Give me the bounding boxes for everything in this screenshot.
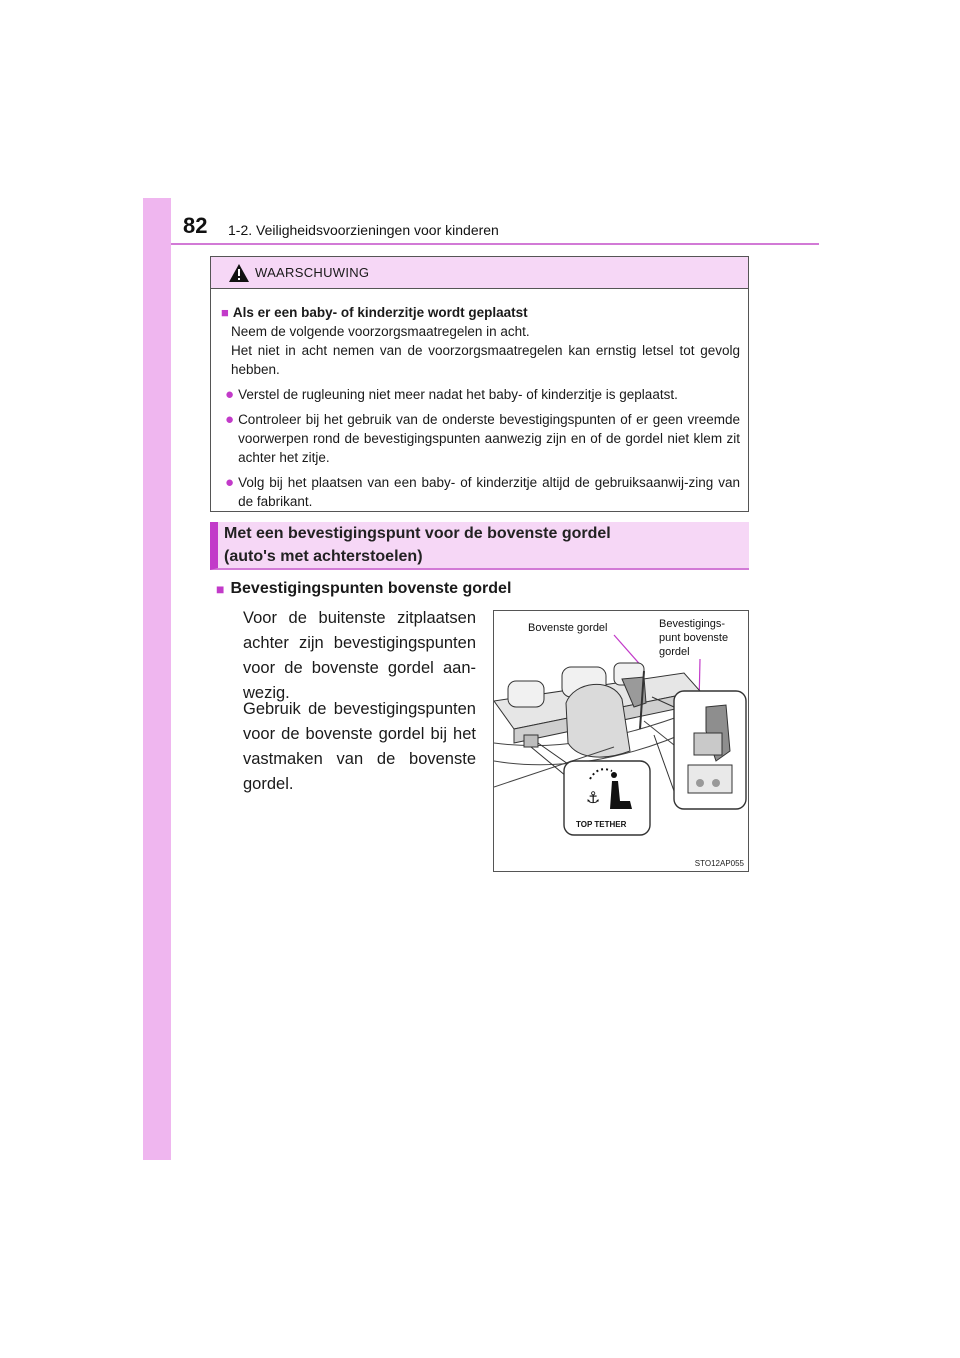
warning-box [210, 256, 749, 512]
figure-code: STO12AP055 [694, 859, 744, 868]
warning-bullet-text: Controleer bij het gebruik van de onderste bevestigingspunten of er geen vreemde voorwerpen rond de bevestigingspunten aanwezig zijn en of de gordel niet klem zit achter het zitje. [238, 412, 740, 465]
page-number: 82 [183, 213, 208, 238]
warning-header [211, 257, 748, 289]
rear-seat-illustration [494, 611, 748, 871]
body-paragraph: Gebruik de bevestigingspunten voor de bovenste gordel bij het vastmaken van de bovenste gordel. [243, 700, 476, 793]
warning-paragraph: Neem de volgende voorzorgsmaatregelen in acht. [231, 324, 530, 339]
subsection-heading [216, 580, 511, 598]
chapter-title: 1-2. Veiligheidsvoorzieningen voor kinderen [228, 222, 499, 238]
square-bullet-icon: ■ [216, 581, 225, 597]
warning-bullet [225, 385, 740, 404]
bullet-dot-icon: ● [225, 411, 235, 428]
figure-label-anchor-3: gordel [659, 646, 690, 658]
warning-subheading-text: Als er een baby- of kinderzitje wordt geplaatst [232, 305, 528, 320]
warning-paragraph: Het niet in acht nemen van de voorzorgsmaatregelen kan ernstig letsel tot gevolg hebben. [231, 343, 740, 377]
figure-label-anchor-2: punt bovenste [659, 632, 729, 644]
warning-subheading [221, 303, 740, 322]
illustration-figure [493, 610, 749, 872]
square-bullet-icon: ■ [221, 305, 229, 320]
warning-bullet [225, 410, 740, 467]
warning-triangle-icon [228, 263, 250, 283]
bullet-dot-icon: ● [225, 386, 235, 403]
warning-bullet-text: Volg bij het plaatsen van een baby- of kinderzitje altijd de gebruiksaanwij-zing van de fabrikant. [238, 475, 740, 509]
section-title-line2: (auto's met achterstoelen) [224, 548, 423, 565]
figure-label-anchor-1: Bevestigings- [659, 618, 726, 630]
top-tether-icon-text: TOP TETHER [576, 820, 627, 829]
warning-label: WAARSCHUWING [255, 265, 370, 280]
warning-bullet-text: Verstel de rugleuning niet meer nadat het baby- of kinderzitje is geplaatst. [238, 387, 678, 402]
subsection-title: Bevestigingspunten bovenste gordel [230, 580, 512, 597]
section-title-line1: Met een bevestigingspunt voor de bovenste gordel [224, 525, 611, 542]
bullet-dot-icon: ● [225, 474, 235, 491]
chapter-sidebar-tab [143, 198, 171, 1160]
body-paragraph: Voor de buitenste zitplaatsen achter zijn bevestigingspunten voor de bovenste gordel aan-wezig. [243, 609, 476, 702]
header-divider [171, 243, 819, 245]
figure-label-belt: Bovenste gordel [528, 622, 608, 634]
warning-body [211, 289, 748, 511]
section-header [210, 522, 749, 570]
warning-bullet [225, 473, 740, 511]
svg-text:⚓: ⚓ [586, 788, 601, 807]
